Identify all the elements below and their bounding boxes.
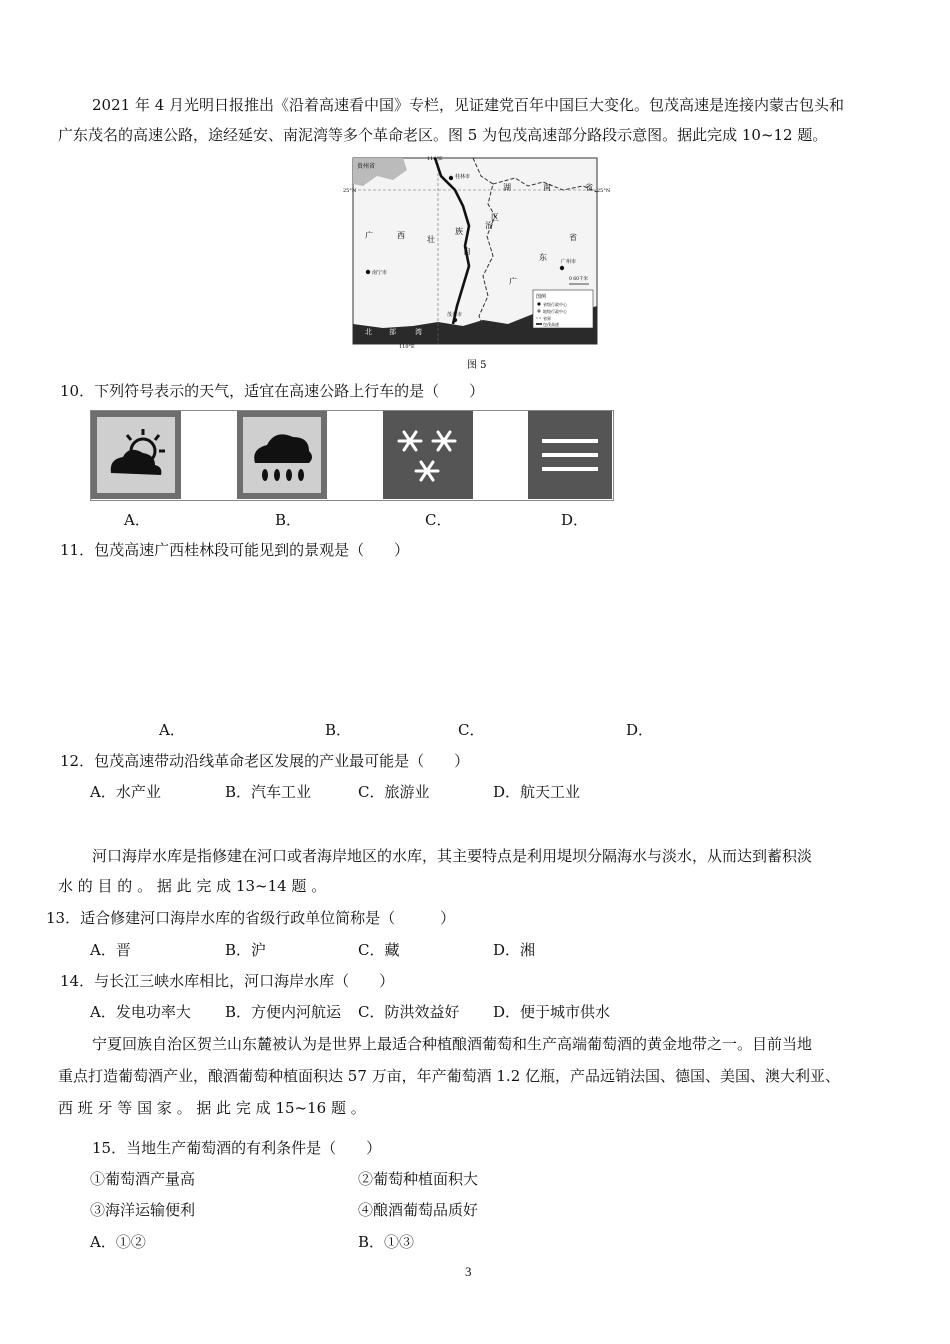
q10-label-c[interactable]: C．	[425, 511, 452, 529]
nanning-dot	[366, 270, 370, 274]
q15-option-b[interactable]: B．①③	[358, 1233, 415, 1251]
partly-sunny-icon	[91, 411, 181, 499]
q10-label-a[interactable]: A．	[124, 511, 150, 529]
guangdong-char-1: 广	[509, 277, 517, 286]
q10-label-d[interactable]: D．	[561, 511, 589, 529]
lat-left-label: 25°N	[343, 188, 357, 194]
highway-map-figure	[343, 156, 611, 372]
hunan-char-1: 湖	[503, 183, 511, 192]
lon-top-label: 110°E	[427, 156, 443, 162]
legend-item-2: 地级行政中心	[543, 309, 567, 314]
q13-option-d[interactable]: D．湘	[493, 941, 536, 959]
intro3-line1: 宁夏回族自治区贺兰山东麓被认为是世界上最适合种植酿酒葡萄和生产高端葡萄酒的黄金地带之一。目前当地	[92, 1035, 813, 1053]
q12-option-c[interactable]: C．旅游业	[358, 783, 430, 801]
q13-option-c[interactable]: C．藏	[358, 941, 400, 959]
q12-option-d[interactable]: D．航天工业	[493, 783, 581, 801]
legend-item-1: 省级行政中心	[543, 302, 567, 307]
intro2-line2: 水 的 目 的 。 据 此 完 成 13~14 题 。	[58, 877, 327, 895]
maoming-label: 茂名市	[447, 312, 463, 318]
intro1-line1: 2021 年 4 月光明日报推出《沿着高速看中国》专栏，见证建党百年中国巨大变化。包茂高速是连接内蒙古包头和	[92, 96, 845, 114]
guangxi-char-5: 自	[463, 247, 471, 256]
guizhou-label: 贵州省	[357, 163, 376, 170]
guangzhou-dot	[560, 266, 564, 270]
legend-item-4: 包茂高速	[543, 322, 559, 327]
q12-option-b[interactable]: B．汽车工业	[225, 783, 312, 801]
q15-item-2: ②葡萄种植面积大	[358, 1170, 479, 1188]
page-number: 3	[465, 1264, 472, 1279]
legend-provincial-symbol	[537, 302, 540, 305]
guilin-label: 桂林市	[455, 174, 471, 180]
hunan-char-3: 省	[585, 183, 593, 192]
snow-icon	[383, 411, 473, 499]
sea-char-1: 北	[365, 328, 372, 336]
highway-map	[343, 156, 611, 372]
lon-bottom-label: 110°E	[399, 344, 415, 350]
q11-label-d[interactable]: D．	[626, 721, 654, 739]
q15-option-a[interactable]: A．①②	[90, 1233, 146, 1251]
map-caption: 图 5	[467, 360, 487, 371]
cloudy-rain-icon	[237, 411, 327, 499]
q14-option-d[interactable]: D．便于城市供水	[493, 1003, 611, 1021]
q13-option-b[interactable]: B．沪	[225, 941, 267, 959]
legend-title: 图例	[536, 294, 547, 300]
q15-item-4: ④酿酒葡萄品质好	[358, 1201, 479, 1219]
q11-label-b[interactable]: B．	[325, 721, 352, 739]
guangxi-char-1: 广	[365, 231, 373, 240]
q14-option-b[interactable]: B．方便内河航运	[225, 1003, 342, 1021]
guangxi-char-4: 族	[455, 227, 463, 236]
guangzhou-label: 广州市	[561, 259, 577, 265]
q14-option-a[interactable]: A．发电功率大	[90, 1003, 191, 1021]
maoming-dot	[453, 318, 457, 322]
q15-item-1: ①葡萄酒产量高	[90, 1170, 196, 1188]
guangdong-char-3: 省	[569, 233, 577, 242]
guangxi-char-7: 区	[491, 213, 499, 222]
q11-label-c[interactable]: C．	[458, 721, 485, 739]
intro2-line1: 河口海岸水库是指修建在河口或者海岸地区的水库，其主要特点是利用堤坝分隔海水与淡水，从而达到蓄积淡	[92, 847, 813, 865]
q15-item-3: ③海洋运输便利	[90, 1201, 196, 1219]
q12-stem: 12．包茂高速带动沿线革命老区发展的产业最可能是（ ）	[60, 752, 470, 770]
legend-prefecture-symbol	[537, 309, 540, 312]
guilin-dot	[449, 176, 453, 180]
scale-text: 0 60千米	[569, 277, 589, 282]
q13-option-a[interactable]: A．晋	[90, 941, 131, 959]
sea-char-2: 部	[389, 328, 396, 336]
lat-right-label: 25°N	[597, 188, 611, 194]
q10-label-b[interactable]: B．	[275, 511, 302, 529]
hunan-char-2: 南	[543, 183, 551, 192]
q12-option-a[interactable]: A．水产业	[90, 783, 161, 801]
intro3-line3: 西 班 牙 等 国 家 。 据 此 完 成 15~16 题 。	[58, 1099, 366, 1117]
q14-option-c[interactable]: C．防洪效益好	[358, 1003, 460, 1021]
intro3-line2: 重点打造葡萄酒产业，酿酒葡萄种植面积达 57 万亩，年产葡萄酒 1.2 亿瓶，产品远销法国、德国、美国、澳大利亚、	[58, 1067, 841, 1085]
guangxi-char-2: 西	[397, 231, 405, 240]
q14-stem: 14．与长江三峡水库相比，河口海岸水库（ ）	[60, 972, 395, 990]
guangdong-char-2: 东	[539, 253, 547, 262]
nanning-label: 南宁市	[372, 270, 388, 276]
q13-stem: 13．适合修建河口海岸水库的省级行政单位简称是（ ）	[46, 909, 456, 927]
q15-stem: 15．当地生产葡萄酒的有利条件是（ ）	[92, 1139, 382, 1157]
q10-stem: 10．下列符号表示的天气，适宜在高速公路上行车的是（ ）	[60, 382, 485, 400]
guangxi-char-3: 壮	[427, 235, 435, 244]
intro1-line2: 广东茂名的高速公路，途经延安、南泥湾等多个革命老区。图 5 为包茂高速部分路段示意图。据此完成 10~12 题。	[58, 126, 828, 144]
sea-char-3: 湾	[415, 328, 422, 336]
q11-label-a[interactable]: A．	[159, 721, 185, 739]
fog-icon	[528, 411, 612, 499]
guangxi-char-6: 治	[485, 221, 493, 230]
legend-item-3: 省界	[543, 316, 551, 321]
q11-stem: 11．包茂高速广西桂林段可能见到的景观是（ ）	[60, 541, 410, 559]
